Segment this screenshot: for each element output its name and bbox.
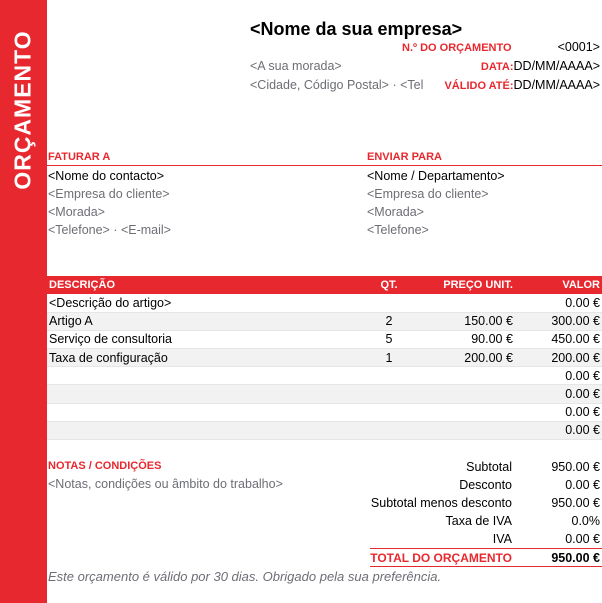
row-description[interactable]: Serviço de consultoria — [47, 330, 342, 348]
table-row — [47, 330, 602, 348]
subtotal-less-discount-value: 950.00 € — [551, 496, 600, 510]
table-row — [47, 385, 602, 403]
total-label: TOTAL DO ORÇAMENTO — [370, 551, 512, 565]
quote-date-row — [481, 59, 600, 73]
tax-label: IVA — [492, 532, 512, 546]
tax-row — [312, 530, 600, 548]
row-qty[interactable] — [342, 367, 435, 385]
subtotal-less-discount-row — [312, 494, 600, 512]
tax-rate-row — [312, 512, 600, 530]
quote-number-value[interactable]: <0001> — [557, 40, 600, 54]
notes-title: NOTAS / CONDIÇÕES — [48, 460, 162, 472]
company-city-phone[interactable]: <Cidade, Código Postal> · <Tel — [250, 78, 424, 92]
row-description[interactable] — [47, 403, 342, 421]
row-unit-price[interactable] — [436, 403, 515, 421]
table-row — [47, 349, 602, 367]
company-name[interactable]: <Nome da sua empresa> — [250, 19, 463, 39]
notes-text[interactable]: <Notas, condições ou âmbito do trabalho> — [48, 477, 283, 491]
col-description-header: DESCRIÇÃO — [47, 276, 342, 294]
row-qty[interactable] — [342, 385, 435, 403]
total-row — [312, 549, 600, 567]
bill-to-contact[interactable]: <Nome do contacto> — [48, 169, 165, 183]
quote-valid-row — [444, 78, 600, 92]
row-value: 0.00 € — [515, 294, 602, 312]
col-unit-price-header: PREÇO UNIT. — [436, 276, 515, 294]
row-unit-price[interactable] — [436, 421, 515, 439]
table-row — [47, 312, 602, 330]
row-unit-price[interactable] — [436, 294, 515, 312]
quote-number-row — [402, 40, 600, 54]
row-qty[interactable] — [342, 421, 435, 439]
ship-to-title: ENVIAR PARA — [367, 151, 442, 163]
row-description[interactable]: Artigo A — [47, 312, 342, 330]
row-value: 300.00 € — [515, 312, 602, 330]
tax-rate-label: Taxa de IVA — [445, 514, 512, 528]
subtotal-less-discount-label: Subtotal menos desconto — [370, 496, 512, 510]
row-value: 0.00 € — [515, 403, 602, 421]
row-qty[interactable] — [342, 403, 435, 421]
subtotal-label: Subtotal — [466, 460, 512, 474]
quote-number-label: N.º DO ORÇAMENTO — [402, 42, 512, 54]
quote-valid-value[interactable]: DD/MM/AAAA> — [513, 78, 600, 92]
side-banner — [0, 0, 47, 603]
bill-to-company[interactable]: <Empresa do cliente> — [48, 187, 170, 201]
total-value: 950.00 € — [551, 551, 600, 565]
tax-value: 0.00 € — [565, 532, 600, 546]
document-type-title: ORÇAMENTO — [9, 30, 36, 190]
row-description[interactable] — [47, 385, 342, 403]
col-value-header: VALOR — [515, 276, 602, 294]
row-qty[interactable]: 2 — [342, 312, 435, 330]
footer-note: Este orçamento é válido por 30 dias. Obrigado pela sua preferência. — [48, 569, 442, 584]
ship-to-address[interactable]: <Morada> — [367, 205, 424, 219]
row-unit-price[interactable] — [436, 367, 515, 385]
ship-to-company[interactable]: <Empresa do cliente> — [367, 187, 489, 201]
items-table — [47, 276, 602, 440]
row-description[interactable] — [47, 367, 342, 385]
quote-date-value[interactable]: DD/MM/AAAA> — [513, 59, 600, 73]
row-description[interactable]: Taxa de configuração — [47, 349, 342, 367]
row-value: 0.00 € — [515, 421, 602, 439]
row-qty[interactable]: 5 — [342, 330, 435, 348]
row-qty[interactable]: 1 — [342, 349, 435, 367]
bill-to-divider — [47, 165, 602, 166]
table-row — [47, 367, 602, 385]
bill-to-address[interactable]: <Morada> — [48, 205, 105, 219]
table-row — [47, 421, 602, 439]
ship-to-phone[interactable]: <Telefone> — [367, 223, 429, 237]
company-address[interactable]: <A sua morada> — [250, 59, 342, 73]
items-header-row — [47, 276, 602, 294]
quote-valid-label: VÁLIDO ATÉ: — [444, 80, 514, 92]
quote-date-label: DATA: — [480, 61, 514, 73]
row-value: 450.00 € — [515, 330, 602, 348]
bill-to-title: FATURAR A — [48, 151, 111, 163]
row-value: 0.00 € — [515, 385, 602, 403]
row-qty[interactable] — [342, 294, 435, 312]
subtotal-value: 950.00 € — [551, 460, 600, 474]
bill-to-phone-email[interactable]: <Telefone> · <E-mail> — [48, 223, 171, 237]
row-value: 200.00 € — [515, 349, 602, 367]
row-unit-price[interactable] — [436, 385, 515, 403]
col-qty-header: QT. — [342, 276, 435, 294]
table-row — [47, 403, 602, 421]
row-description[interactable]: <Descrição do artigo> — [47, 294, 342, 312]
row-description[interactable] — [47, 421, 342, 439]
subtotal-row — [312, 458, 600, 476]
row-unit-price[interactable]: 150.00 € — [436, 312, 515, 330]
tax-rate-value[interactable]: 0.0% — [571, 514, 600, 528]
row-unit-price[interactable]: 200.00 € — [436, 349, 515, 367]
ship-to-contact[interactable]: <Nome / Departamento> — [367, 169, 505, 183]
total-bottom-divider — [370, 566, 602, 567]
discount-value[interactable]: 0.00 € — [565, 478, 600, 492]
discount-label: Desconto — [459, 478, 512, 492]
row-unit-price[interactable]: 90.00 € — [436, 330, 515, 348]
row-value: 0.00 € — [515, 367, 602, 385]
discount-row — [312, 476, 600, 494]
table-row — [47, 294, 602, 312]
